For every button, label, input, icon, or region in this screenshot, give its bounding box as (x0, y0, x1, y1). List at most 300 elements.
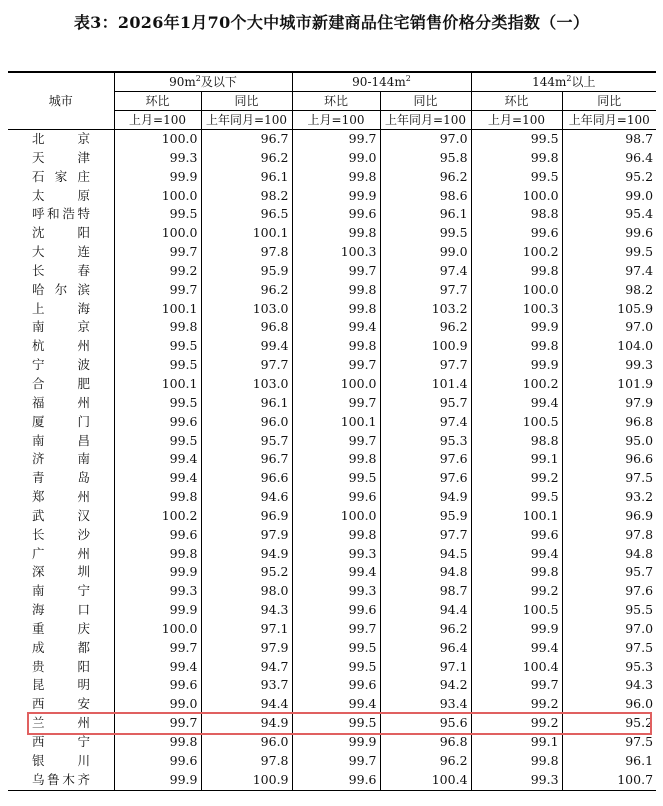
table-row (8, 639, 656, 658)
value-cell: 99.7 (292, 356, 380, 375)
value-cell: 95.7 (562, 563, 656, 582)
value-cell: 105.9 (562, 300, 656, 319)
value-cell: 96.6 (562, 450, 656, 469)
yoy-header: 同比 (380, 92, 471, 111)
value-cell: 99.9 (114, 563, 201, 582)
value-cell: 100.7 (562, 771, 656, 790)
city-cell (8, 224, 114, 243)
city-cell (8, 168, 114, 187)
value-cell: 97.4 (562, 262, 656, 281)
value-cell: 99.5 (114, 432, 201, 451)
value-cell: 99.5 (562, 243, 656, 262)
value-cell: 97.6 (380, 450, 471, 469)
table-row (8, 243, 656, 262)
value-cell: 98.2 (201, 187, 292, 206)
value-cell: 99.6 (114, 676, 201, 695)
city-name: 贵阳 (32, 658, 90, 674)
city-cell (8, 639, 114, 658)
value-cell: 99.5 (114, 205, 201, 224)
city-column-header: 城市 (8, 72, 114, 130)
table-row (8, 187, 656, 206)
value-cell: 99.8 (114, 318, 201, 337)
value-cell: 94.5 (380, 545, 471, 564)
value-cell: 94.6 (201, 488, 292, 507)
value-cell: 100.1 (292, 413, 380, 432)
value-cell: 100.0 (471, 187, 562, 206)
value-cell: 99.4 (471, 394, 562, 413)
value-cell: 99.2 (471, 695, 562, 714)
value-cell: 99.3 (114, 149, 201, 168)
mom-base-header: 上月=100 (471, 111, 562, 130)
value-cell: 99.4 (471, 639, 562, 658)
value-cell: 94.7 (201, 658, 292, 677)
value-cell: 103.0 (201, 300, 292, 319)
city-cell (8, 281, 114, 300)
value-cell: 97.0 (562, 318, 656, 337)
value-cell: 95.2 (562, 168, 656, 187)
city-name: 呼和浩特 (32, 206, 90, 222)
city-name: 昆明 (32, 677, 90, 693)
city-name: 海口 (32, 602, 90, 618)
value-cell: 97.9 (201, 526, 292, 545)
table-row (8, 356, 656, 375)
value-cell: 99.2 (114, 262, 201, 281)
value-cell: 99.9 (114, 168, 201, 187)
value-cell: 97.0 (380, 130, 471, 149)
table-row (8, 300, 656, 319)
value-cell: 93.4 (380, 695, 471, 714)
value-cell: 99.5 (471, 130, 562, 149)
value-cell: 99.0 (292, 149, 380, 168)
mom-header: 环比 (114, 92, 201, 111)
value-cell: 98.6 (380, 187, 471, 206)
value-cell: 96.1 (380, 205, 471, 224)
value-cell: 97.5 (562, 639, 656, 658)
value-cell: 99.5 (114, 337, 201, 356)
value-cell: 97.0 (562, 620, 656, 639)
value-cell: 99.7 (292, 394, 380, 413)
value-cell: 95.0 (562, 432, 656, 451)
value-cell: 99.0 (380, 243, 471, 262)
city-name: 哈尔滨 (32, 281, 90, 297)
value-cell: 100.9 (201, 771, 292, 790)
value-cell: 94.3 (562, 676, 656, 695)
table-row (8, 337, 656, 356)
value-cell: 97.7 (380, 356, 471, 375)
value-cell: 96.2 (380, 318, 471, 337)
yoy-base-header: 上年同月=100 (562, 111, 656, 130)
value-cell: 96.5 (201, 205, 292, 224)
value-cell: 99.8 (292, 300, 380, 319)
value-cell: 98.7 (380, 582, 471, 601)
value-cell: 96.6 (201, 469, 292, 488)
value-cell: 99.8 (471, 337, 562, 356)
value-cell: 94.2 (380, 676, 471, 695)
city-cell (8, 243, 114, 262)
table-row (8, 413, 656, 432)
value-cell: 96.1 (201, 168, 292, 187)
value-cell: 99.8 (114, 733, 201, 752)
table-row (8, 582, 656, 601)
value-cell: 99.8 (114, 488, 201, 507)
table-row (8, 450, 656, 469)
city-name: 天津 (32, 149, 90, 165)
table-row (8, 620, 656, 639)
value-cell: 100.5 (471, 413, 562, 432)
value-cell: 97.6 (380, 469, 471, 488)
value-cell: 96.9 (562, 507, 656, 526)
value-cell: 99.9 (114, 601, 201, 620)
city-name: 深圳 (32, 564, 90, 580)
value-cell: 97.7 (201, 356, 292, 375)
yoy-base-header: 上年同月=100 (201, 111, 292, 130)
city-cell (8, 130, 114, 149)
yoy-base-header: 上年同月=100 (380, 111, 471, 130)
value-cell: 99.9 (292, 187, 380, 206)
table-row (8, 658, 656, 677)
value-cell: 99.4 (114, 469, 201, 488)
value-cell: 99.8 (471, 752, 562, 771)
city-cell (8, 695, 114, 714)
value-cell: 99.5 (114, 394, 201, 413)
value-cell: 96.2 (201, 281, 292, 300)
value-cell: 100.4 (380, 771, 471, 790)
value-cell: 99.5 (292, 639, 380, 658)
value-cell: 96.2 (380, 620, 471, 639)
city-cell (8, 733, 114, 752)
table-row (8, 281, 656, 300)
city-cell (8, 752, 114, 771)
value-cell: 94.4 (380, 601, 471, 620)
mom-header: 环比 (292, 92, 380, 111)
city-name: 西宁 (32, 734, 90, 749)
value-cell: 94.8 (562, 545, 656, 564)
value-cell: 95.9 (201, 262, 292, 281)
value-cell: 99.6 (292, 601, 380, 620)
value-cell: 104.0 (562, 337, 656, 356)
value-cell: 99.4 (114, 450, 201, 469)
group-header-medium: $90-144m^2$ (292, 72, 471, 92)
value-cell: 100.1 (114, 300, 201, 319)
value-cell: 95.2 (201, 563, 292, 582)
value-cell: 95.4 (562, 205, 656, 224)
value-cell: 97.7 (380, 281, 471, 300)
value-cell: 100.1 (114, 375, 201, 394)
value-cell: 94.8 (380, 563, 471, 582)
table-row (8, 205, 656, 224)
city-cell (8, 375, 114, 394)
value-cell: 99.7 (114, 281, 201, 300)
value-cell: 100.1 (471, 507, 562, 526)
price-index-table (8, 71, 656, 791)
value-cell: 93.7 (201, 676, 292, 695)
value-cell: 99.6 (292, 488, 380, 507)
city-cell (8, 714, 114, 733)
value-cell: 96.0 (201, 733, 292, 752)
city-cell (8, 507, 114, 526)
table-row (8, 676, 656, 695)
value-cell: 95.2 (562, 714, 656, 733)
city-cell (8, 676, 114, 695)
city-name: 太原 (32, 187, 90, 203)
value-cell: 99.7 (471, 676, 562, 695)
value-cell: 96.9 (201, 507, 292, 526)
value-cell: 94.4 (201, 695, 292, 714)
city-cell (8, 300, 114, 319)
value-cell: 99.7 (114, 243, 201, 262)
value-cell: 99.4 (471, 545, 562, 564)
value-cell: 96.2 (201, 149, 292, 168)
value-cell: 97.4 (380, 413, 471, 432)
value-cell: 99.2 (471, 469, 562, 488)
value-cell: 95.3 (380, 432, 471, 451)
value-cell: 99.3 (471, 771, 562, 790)
city-name: 广州 (32, 545, 90, 561)
city-name: 南宁 (32, 583, 90, 599)
value-cell: 99.8 (114, 545, 201, 564)
value-cell: 99.5 (292, 714, 380, 733)
value-cell: 100.0 (114, 224, 201, 243)
value-cell: 97.1 (380, 658, 471, 677)
value-cell: 101.9 (562, 375, 656, 394)
value-cell: 97.8 (201, 243, 292, 262)
city-name: 宁波 (32, 357, 90, 373)
value-cell: 99.3 (292, 545, 380, 564)
city-cell (8, 413, 114, 432)
city-name: 合肥 (32, 375, 90, 391)
city-cell (8, 337, 114, 356)
value-cell: 99.3 (562, 356, 656, 375)
value-cell: 100.2 (471, 375, 562, 394)
city-cell (8, 356, 114, 375)
city-name: 大连 (32, 244, 90, 260)
value-cell: 96.4 (380, 639, 471, 658)
mom-base-header: 上月=100 (114, 111, 201, 130)
city-cell (8, 205, 114, 224)
value-cell: 99.5 (292, 469, 380, 488)
city-cell (8, 545, 114, 564)
value-cell: 99.6 (114, 752, 201, 771)
value-cell: 99.8 (471, 149, 562, 168)
table-row (8, 469, 656, 488)
city-cell (8, 394, 114, 413)
city-cell (8, 187, 114, 206)
value-cell: 99.3 (114, 582, 201, 601)
value-cell: 99.5 (114, 356, 201, 375)
value-cell: 99.7 (292, 620, 380, 639)
value-cell: 100.0 (114, 187, 201, 206)
value-cell: 99.1 (471, 450, 562, 469)
city-name: 南昌 (32, 432, 90, 448)
value-cell: 95.8 (380, 149, 471, 168)
table-row (8, 601, 656, 620)
table-row (8, 563, 656, 582)
city-name: 兰州 (32, 715, 90, 731)
value-cell: 100.0 (114, 620, 201, 639)
value-cell: 99.9 (471, 356, 562, 375)
city-name: 乌鲁木齐 (32, 771, 90, 787)
city-name: 北京 (32, 131, 90, 146)
table-row (8, 224, 656, 243)
table-row (8, 488, 656, 507)
city-cell (8, 469, 114, 488)
value-cell: 101.4 (380, 375, 471, 394)
value-cell: 99.2 (471, 714, 562, 733)
value-cell: 103.0 (201, 375, 292, 394)
value-cell: 93.2 (562, 488, 656, 507)
value-cell: 100.0 (114, 130, 201, 149)
value-cell: 96.2 (380, 752, 471, 771)
table-row (8, 318, 656, 337)
city-cell (8, 658, 114, 677)
value-cell: 99.7 (292, 130, 380, 149)
value-cell: 95.5 (562, 601, 656, 620)
city-name: 长沙 (32, 526, 90, 542)
city-cell (8, 432, 114, 451)
city-name: 济南 (32, 451, 90, 467)
value-cell: 99.6 (471, 526, 562, 545)
city-name: 西安 (32, 696, 90, 712)
city-cell (8, 563, 114, 582)
value-cell: 96.8 (380, 733, 471, 752)
group-header-large: $144m^2$以上 (471, 72, 656, 92)
value-cell: 97.9 (201, 639, 292, 658)
value-cell: 99.7 (114, 714, 201, 733)
value-cell: 99.4 (292, 563, 380, 582)
city-cell (8, 526, 114, 545)
value-cell: 95.7 (201, 432, 292, 451)
value-cell: 99.7 (292, 432, 380, 451)
value-cell: 99.8 (292, 526, 380, 545)
value-cell: 99.6 (292, 205, 380, 224)
value-cell: 100.4 (471, 658, 562, 677)
value-cell: 97.6 (562, 582, 656, 601)
value-cell: 99.8 (292, 281, 380, 300)
city-name: 南京 (32, 319, 90, 335)
city-cell (8, 601, 114, 620)
value-cell: 97.8 (562, 526, 656, 545)
value-cell: 97.5 (562, 469, 656, 488)
value-cell: 96.1 (562, 752, 656, 771)
value-cell: 99.8 (292, 337, 380, 356)
city-cell (8, 488, 114, 507)
city-name: 沈阳 (32, 225, 90, 241)
value-cell: 99.6 (471, 224, 562, 243)
value-cell: 100.0 (292, 375, 380, 394)
city-cell (8, 771, 114, 790)
value-cell: 99.9 (471, 620, 562, 639)
table-title: 表3：2026年1月70个大中城市新建商品住宅销售价格分类指数（一） (73, 13, 590, 32)
city-name: 厦门 (32, 413, 90, 429)
value-cell: 100.5 (471, 601, 562, 620)
table-row (8, 733, 656, 752)
value-cell: 99.0 (114, 695, 201, 714)
table-row (8, 394, 656, 413)
value-cell: 99.9 (114, 771, 201, 790)
value-cell: 100.2 (471, 243, 562, 262)
table-row (8, 545, 656, 564)
value-cell: 98.7 (562, 130, 656, 149)
table-row (8, 752, 656, 771)
value-cell: 99.6 (292, 676, 380, 695)
value-cell: 99.8 (471, 563, 562, 582)
value-cell: 99.1 (471, 733, 562, 752)
city-name: 武汉 (32, 507, 90, 523)
value-cell: 95.3 (562, 658, 656, 677)
value-cell: 99.5 (380, 224, 471, 243)
city-name: 上海 (32, 300, 90, 316)
value-cell: 97.9 (562, 394, 656, 413)
value-cell: 100.2 (114, 507, 201, 526)
value-cell: 99.3 (292, 582, 380, 601)
value-cell: 99.6 (114, 413, 201, 432)
group-header-small: $90m^2$及以下 (114, 72, 292, 92)
value-cell: 99.4 (201, 337, 292, 356)
value-cell: 100.9 (380, 337, 471, 356)
value-cell: 99.6 (562, 224, 656, 243)
value-cell: 98.8 (471, 432, 562, 451)
value-cell: 99.2 (471, 582, 562, 601)
yoy-header: 同比 (562, 92, 656, 111)
value-cell: 99.5 (292, 658, 380, 677)
value-cell: 99.5 (471, 168, 562, 187)
table-row (8, 130, 656, 149)
value-cell: 96.4 (562, 149, 656, 168)
value-cell: 97.4 (380, 262, 471, 281)
value-cell: 99.8 (292, 450, 380, 469)
table-row (8, 526, 656, 545)
value-cell: 99.6 (114, 526, 201, 545)
value-cell: 94.9 (380, 488, 471, 507)
value-cell: 94.3 (201, 601, 292, 620)
city-cell (8, 318, 114, 337)
table-row (8, 168, 656, 187)
value-cell: 99.6 (292, 771, 380, 790)
value-cell: 99.4 (292, 318, 380, 337)
mom-header: 环比 (471, 92, 562, 111)
value-cell: 96.8 (201, 318, 292, 337)
value-cell: 99.7 (292, 262, 380, 281)
value-cell: 97.5 (562, 733, 656, 752)
value-cell: 99.9 (471, 318, 562, 337)
value-cell: 96.7 (201, 130, 292, 149)
value-cell: 99.7 (114, 639, 201, 658)
value-cell: 99.4 (114, 658, 201, 677)
value-cell: 100.3 (292, 243, 380, 262)
table-row (8, 262, 656, 281)
value-cell: 94.9 (201, 714, 292, 733)
city-name: 重庆 (32, 620, 90, 636)
value-cell: 100.0 (471, 281, 562, 300)
value-cell: 96.1 (201, 394, 292, 413)
value-cell: 95.7 (380, 394, 471, 413)
value-cell: 100.1 (201, 224, 292, 243)
value-cell: 98.2 (562, 281, 656, 300)
city-name: 青岛 (32, 470, 90, 486)
table-row (8, 714, 656, 733)
table-body (8, 130, 656, 791)
table-row (8, 507, 656, 526)
value-cell: 99.4 (292, 695, 380, 714)
city-cell (8, 149, 114, 168)
city-name: 福州 (32, 394, 90, 410)
value-cell: 96.0 (562, 695, 656, 714)
table-row (8, 375, 656, 394)
value-cell: 103.2 (380, 300, 471, 319)
value-cell: 95.9 (380, 507, 471, 526)
city-cell (8, 450, 114, 469)
value-cell: 98.0 (201, 582, 292, 601)
